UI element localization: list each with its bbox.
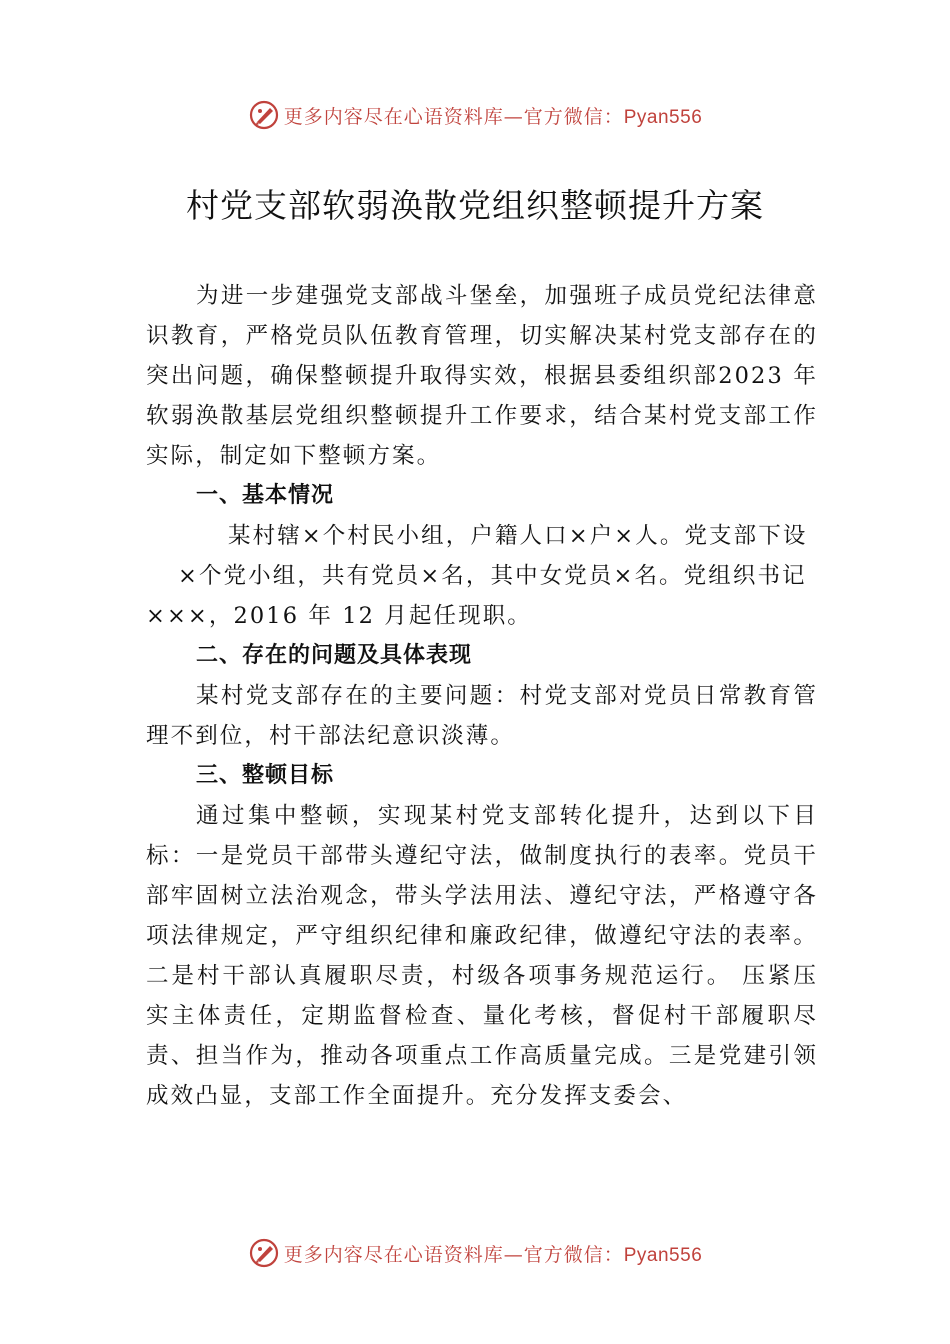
watermark-header	[0, 98, 950, 132]
section1-line3: ×××，2016 年 12 月起任现职。	[146, 603, 532, 629]
section2-paragraph: 某村党支部存在的主要问题：村党支部对党员日常教育管理不到位，村干部法纪意识淡薄。	[146, 683, 818, 749]
watermark-wechat-id: Pyan556	[623, 1244, 703, 1266]
document-title: 村党支部软弱涣散党组织整顿提升方案	[186, 186, 764, 225]
watermark-footer	[0, 1236, 950, 1270]
section3-heading: 三、整顿目标	[196, 763, 335, 788]
document-body	[146, 276, 818, 1116]
watermark-text	[284, 1240, 703, 1267]
intro-paragraph: 为进一步建强党支部战斗堡垒，加强班子成员党纪法律意识教育，严格党员队伍教育管理，切实解决某村党支部存在的突出问题，确保整顿提升取得实效，根据县委组织部2023 年软弱涣散基层党组织整顿提升工作要求，结合某村党支部工作实际，制定如下整顿方案。	[146, 283, 818, 469]
section1-line1: 某村辖×个村民小组，户籍人口×户×人。党支部下设	[228, 523, 808, 549]
section2-heading: 二、存在的问题及具体表现	[196, 643, 473, 668]
watermark-label: 更多内容尽在心语资料库—官方微信：	[283, 1243, 624, 1266]
pen-logo-icon	[248, 99, 280, 131]
section1-heading: 一、基本情况	[196, 483, 335, 508]
watermark-wechat-id: Pyan556	[623, 106, 703, 128]
watermark-text	[284, 102, 703, 129]
section1-line2: ×个党小组，共有党员×名，其中女党员×名。党组织书记	[178, 563, 807, 589]
section1-paragraph	[146, 516, 818, 636]
watermark-label: 更多内容尽在心语资料库—官方微信：	[283, 105, 624, 128]
section3-paragraph: 通过集中整顿，实现某村党支部转化提升，达到以下目标：一是党员干部带头遵纪守法，做制度执行的表率。党员干部牢固树立法治观念，带头学法用法、遵纪守法，严格遵守各项法律规定，严守组织纪律和廉政纪律，做遵纪守法的表率。二是村干部认真履职尽责，村级各项事务规范运行。 压紧压实主体责任，定期监督检查、量化考核，督促村干部履职尽责、担当作为，推动各项重点工作高质量完成。三是党建引领成效凸显，支部工作全面提升。充分发挥支委会、	[146, 803, 818, 1109]
pen-logo-icon	[248, 1237, 280, 1269]
